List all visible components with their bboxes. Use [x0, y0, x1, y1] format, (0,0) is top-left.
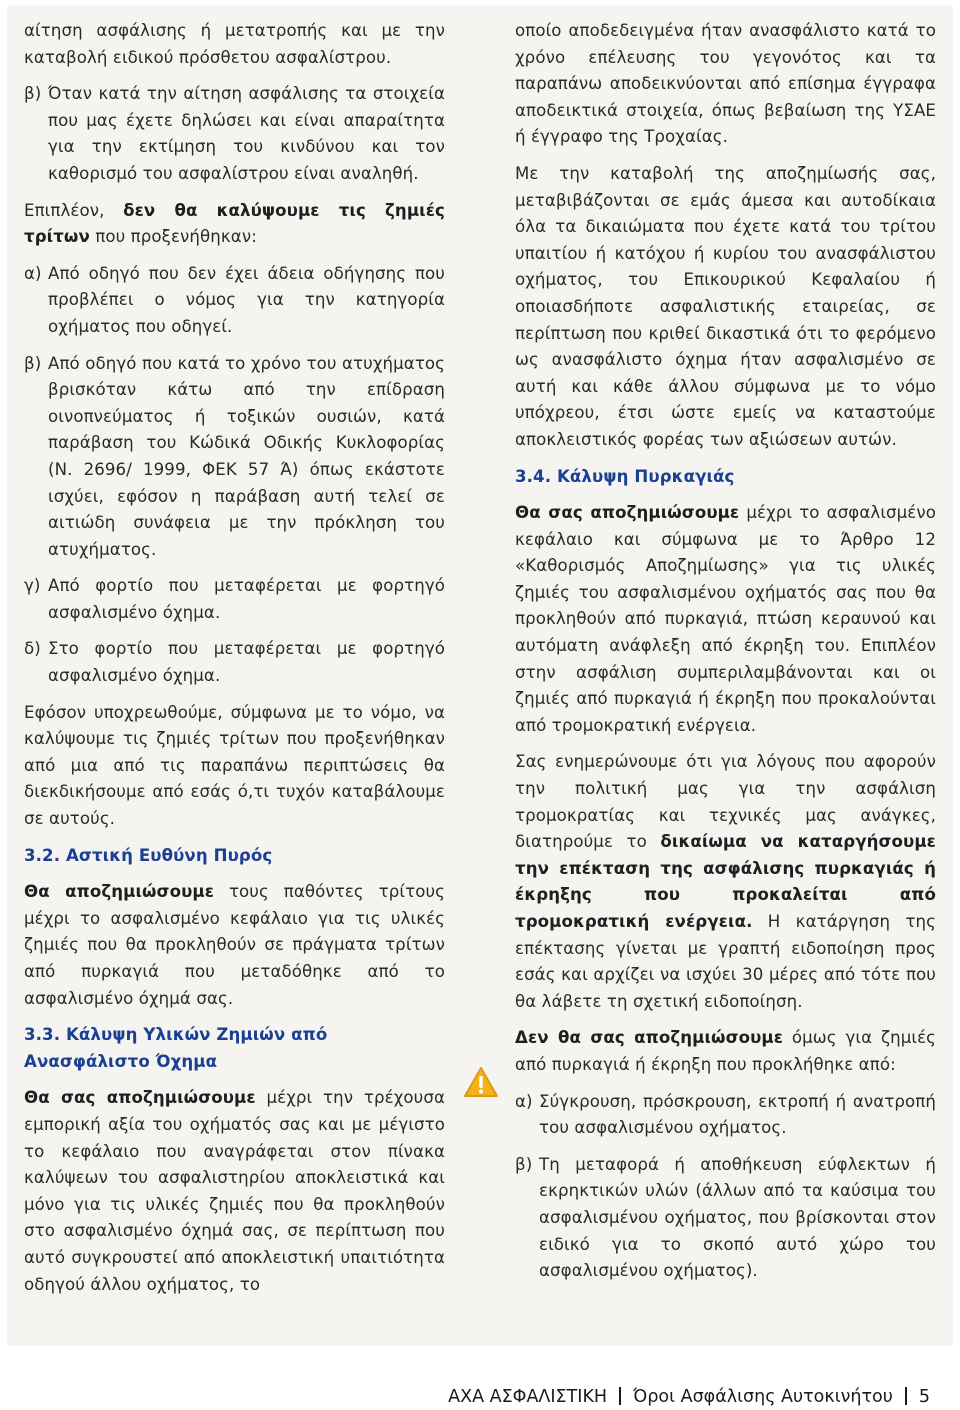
section-heading: 3.4. Κάλυψη Πυρκαγιάς	[515, 466, 735, 486]
list-item	[24, 636, 445, 689]
footer-doc-title: Όροι Ασφάλισης Αυτοκινήτου	[633, 1387, 893, 1407]
list-item-text: Από φορτίο που μεταφέρεται με φορτηγό ασφαλισμένο όχημα.	[48, 576, 445, 622]
list-marker: β)	[24, 353, 42, 373]
list-item	[515, 1152, 936, 1285]
list-item-text: Σύγκρουση, πρόσκρουση, εκτροπή ή ανατροπή του ασφαλισμένου οχήματος.	[539, 1091, 936, 1138]
list-marker: α)	[24, 263, 42, 283]
list-item-text: Στο φορτίο που μεταφέρεται με φορτηγό ασφαλισμένο όχημα.	[48, 639, 445, 686]
list-item-text: Από οδηγό που κατά το χρόνο του ατυχήματος βρισκόταν κάτω από την επίδραση οινοπνεύματος ή τοξικών ουσιών, κατά παράβαση του Κώδικά Οδικής Κυκλοφορίας (Ν. 2696/ 1999, ΦΕΚ 57 Ά) όπως εκάστοτε ισχύει, εφόσον η παράβαση αυτή τελεί σε αιτιώδη συνάφεια με την πρόκληση του ατυχήματος.	[48, 353, 445, 559]
paragraph-text: Η κατάργηση της επέκτασης γίνεται με γραπτή ειδοποίηση προς εσάς και αρχίζει να ισχύει 30 μέρες από τότε που θα λάβετε τη σχετική ειδοποίηση.	[515, 912, 936, 1011]
right-column	[515, 18, 936, 1295]
bold-text: Δεν θα σας αποζημιώσουμε	[515, 1028, 784, 1048]
paragraph-text: που προξενήθηκαν:	[89, 227, 257, 247]
paragraph-text: μέχρι την τρέχουσα εμπορική αξία του οχήματός σας και με μέγιστο το κεφάλαιο που αναγράφεται στον πίνακα καλύψεων του ασφαλιστηρίου αποκλειστικά και μόνο για τις υλικές ζημιές που θα προκληθούν στο ασφαλισμένο όχημά σας, σε περίπτωση που αυτό συγκρουστεί από αποκλειστική υπαιτιότητα οδηγού άλλου οχήματος, το	[24, 1088, 445, 1294]
list-marker: α)	[515, 1091, 533, 1111]
paragraph: οποίο αποδεδειγμένα ήταν ανασφάλιστο κατά το χρόνο επέλευσης του γεγονότος και τα παραπάνω αποδεικνύονται από επίσημα έγγραφα αποδεικτικά στοιχεία, όπως βεβαίωση της ΥΣΑΕ ή έγγραφο της Τροχαίας.	[515, 21, 936, 147]
paragraph	[515, 749, 936, 1015]
footer-divider	[905, 1387, 907, 1405]
list-item	[515, 1089, 936, 1142]
paragraph-text: όμως για ζημιές από πυρκαγιά ή έκρηξη που προκλήθηκε από:	[515, 1028, 936, 1074]
footer-divider	[619, 1387, 621, 1405]
bold-text: δεν θα καλύψουμε τις ζημιές τρίτων	[24, 200, 445, 247]
bold-text: Θα σας αποζημιώσουμε	[515, 503, 740, 523]
warning-triangle-icon	[463, 1066, 499, 1098]
paragraph: αίτηση ασφάλισης ή μετατροπής και με την καταβολή ειδικού πρόσθετου ασφαλίστρου.	[24, 21, 445, 67]
paragraph	[24, 198, 445, 251]
list-item	[24, 573, 445, 626]
paragraph	[24, 1085, 445, 1298]
paragraph-text: μέχρι το ασφαλισμένο κεφάλαιο και σύμφωνα με το Άρθρο 12 «Καθορισμός Αποζημίωσης» για τις υλικές ζημιές του ασφαλισμένου οχήματός σας που θα προκληθούν από πυρκαγιά, πτώση κεραυνού και αυτόματη ανάφλεξη από έκρηξη του. Επιπλέον στην ασφάλιση συμπεριλαμβάνονται και οι ζημιές από πυρκαγιά ή έκρηξη που προκαλούνται από τρομοκρατική ενέργεια.	[515, 503, 936, 735]
paragraph: Με την καταβολή της αποζημίωσής σας, μεταβιβάζονται σε εμάς άμεσα και αυτοδίκαια όλα τα δικαιώματα που έχετε κατά του τρίτου υπαιτίου ή κατόχου ή κυρίου του ανασφάλιστου οχήματος, του Επικουρικού Κεφαλαίου ή οποιασδήποτε ασφαλιστικής εταιρείας, σε περίπτωση που κριθεί δικαστικά ότι το φερόμενο ως ανασφάλιστο όχημα ήταν ασφαλισμένο σε αυτή και κάθε άλλου σύμφωνα με το νόμο υπόχρεου, έτσι ώστε εμείς να καταστούμε αποκλειστικός φορέας των αξιώσεων αυτών.	[515, 163, 936, 449]
page-number: 5	[918, 1387, 930, 1407]
list-item	[24, 81, 445, 187]
list-item-text: Τη μεταφορά ή αποθήκευση εύφλεκτων ή εκρηκτικών υλών (άλλων από τα καύσιμα του ασφαλισμένου οχήματος, που βρίσκονται στον ειδικό για το σκοπό αυτό χώρο του ασφαλισμένου οχήματος).	[539, 1154, 936, 1281]
list-item	[24, 261, 445, 341]
footer-brand: ΑΧΑ ΑΣΦΑΛΙΣΤΙΚΗ	[448, 1387, 608, 1407]
paragraph-text: τους παθόντες τρίτους μέχρι το ασφαλισμένο κεφάλαιο για τις υλικές ζημιές που θα προκληθούν σε πράγματα τρίτων από πυρκαγιά που μεταδόθηκε από το ασφαλισμένο όχημά σας.	[24, 882, 445, 1008]
section-heading: 3.3. Κάλυψη Υλικών Ζημιών από Ανασφάλιστο Όχημα	[24, 1025, 328, 1071]
list-marker: β)	[515, 1154, 533, 1174]
paragraph-text: Σας ενημερώνουμε ότι για λόγους που αφορούν την πολιτική μας για την ασφάλιση τρομοκρατίας και τεχνικές μας ανάγκες, διατηρούμε το	[515, 752, 936, 852]
left-column	[24, 18, 445, 1298]
bold-text: Θα αποζημιώσουμε	[24, 882, 215, 902]
list-marker: γ)	[24, 576, 41, 596]
paragraph-text: Επιπλέον,	[24, 200, 124, 220]
paragraph	[24, 879, 445, 1012]
paragraph	[515, 1025, 936, 1078]
list-item-text: Όταν κατά την αίτηση ασφάλισης τα στοιχεία που μας έχετε δηλώσει και είναι απαραίτητα για την εκτίμηση του κινδύνου και τον καθορισμό του ασφαλίστρου είναι αναληθή.	[48, 84, 445, 183]
paragraph	[515, 500, 936, 739]
list-item	[24, 351, 445, 564]
page-footer	[448, 1387, 930, 1407]
bold-text: δικαίωμα να καταργήσουμε την επέκταση της ασφάλισης πυρκαγιάς ή έκρηξης που προκαλείται από τρομοκρατική ενέργεια.	[515, 832, 936, 931]
section-heading: 3.2. Αστική Ευθύνη Πυρός	[24, 845, 273, 865]
bold-text: Θα σας αποζημιώσουμε	[24, 1088, 256, 1108]
list-marker: β)	[24, 84, 42, 104]
list-marker: δ)	[24, 639, 41, 659]
paragraph: Εφόσον υποχρεωθούμε, σύμφωνα με το νόμο, να καλύψουμε τις ζημιές τρίτων που προξενήθηκαν από μια από τις παραπάνω περιπτώσεις θα διεκδικήσουμε από εσάς ό,τι τυχόν καταβάλουμε σε αυτούς.	[24, 702, 445, 829]
list-item-text: Από οδηγό που δεν έχει άδεια οδήγησης που προβλέπει ο νόμος για την κατηγορία οχήματος που οδηγεί.	[48, 263, 445, 336]
